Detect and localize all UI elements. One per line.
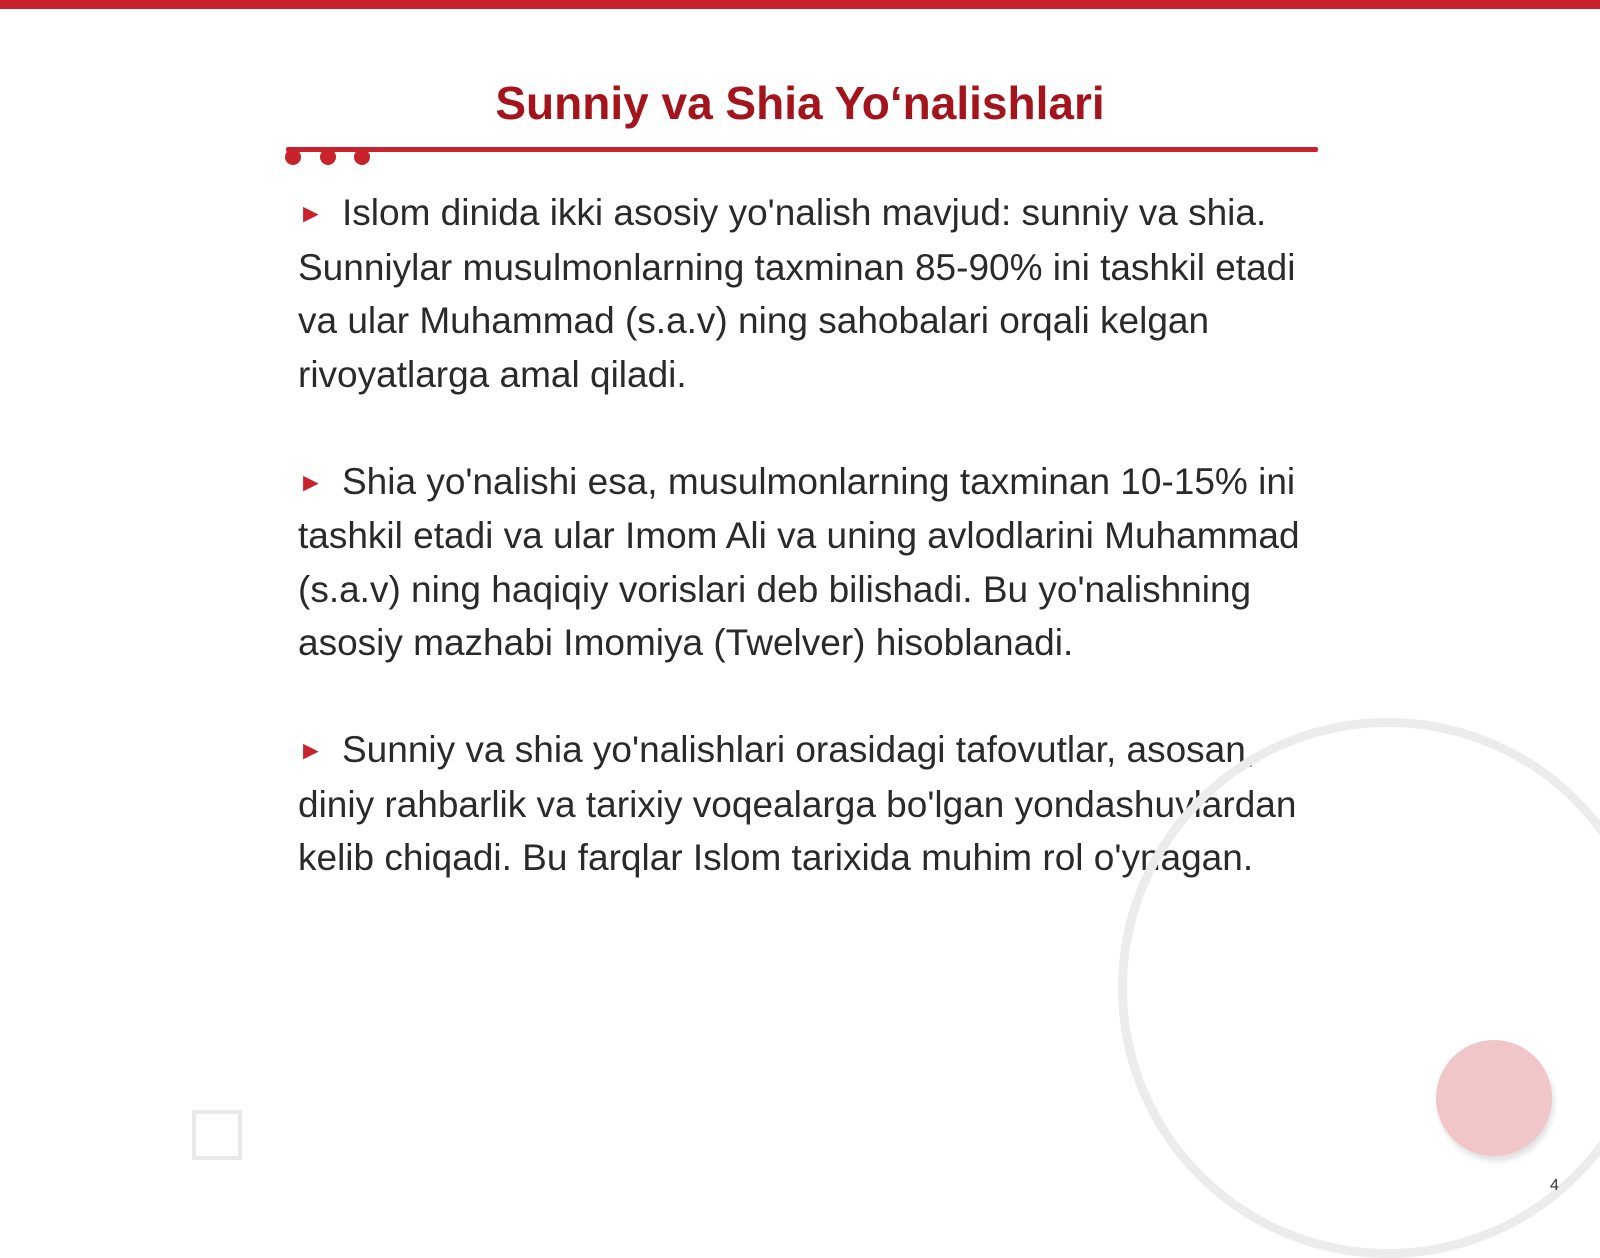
decorative-circle [1436,1040,1552,1156]
underline-dot [354,149,370,165]
bullet-text: Shia yo'nalishi esa, musulmonlarning taxminan 10-15% ini tashkil etadi va ular Imom Ali va uning avlodlarini Muhammad (s.a.v) ning haqiqiy vorislari deb bilishadi. Bu yo'nalishning asosiy mazhabi Imomiya (Twelver) hisoblanadi. [298,460,1300,663]
bullet-arrow-icon: ► [298,466,324,497]
page-number: 4 [1550,1177,1559,1194]
title-underline [286,147,1318,152]
bullet-text: Sunniy va shia yo'nalishlari orasidagi tafovutlar, asosan, diniy rahbarlik va tarixiy voqealarga bo'lgan yondashuvlardan kelib chiqadi. Bu farqlar Islom tarixida muhim rol o'ynagan. [298,729,1297,878]
top-accent-bar [0,0,1600,9]
underline-dot [285,149,301,165]
bullet-text: Islom dinida ikki asosiy yo'nalish mavjud: sunniy va shia. Sunniylar musulmonlarning taxminan 85-90% ini tashkil etadi va ular Muhammad (s.a.v) ning sahobalari orqali kelgan rivoyatlarga amal qiladi. [298,192,1296,395]
bullet-item [298,455,1308,670]
bullet-list [298,186,1308,938]
underline-dot [320,149,336,165]
slide-title: Sunniy va Shia Yoʻnalishlari [495,77,1105,129]
bullet-arrow-icon: ► [298,735,324,765]
bullet-item [298,186,1308,401]
decorative-square [192,1110,242,1160]
bullet-arrow-icon: ► [298,198,324,228]
